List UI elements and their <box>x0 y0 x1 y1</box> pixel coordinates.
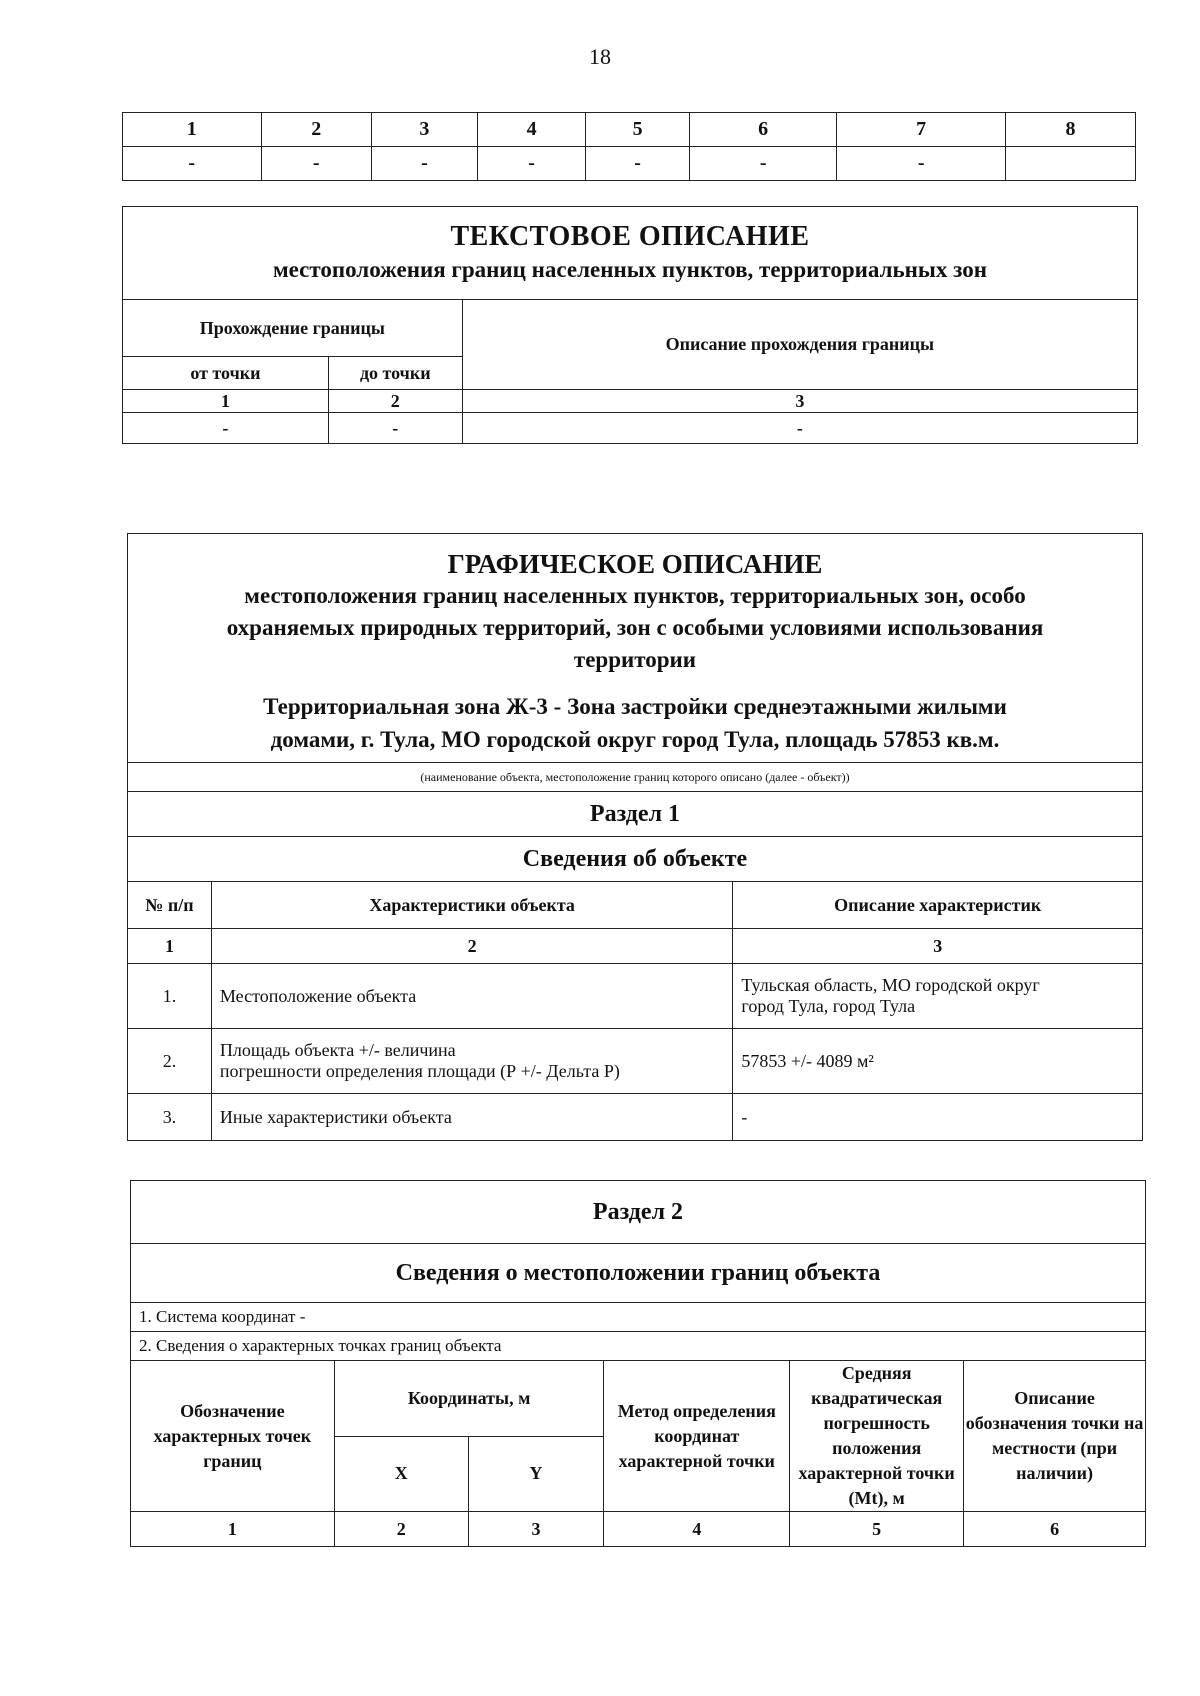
row-number: 3. <box>128 1094 212 1141</box>
subtitle-line: территории <box>573 647 697 672</box>
value-cell: - <box>261 147 371 181</box>
points-info: 2. Сведения о характерных точках границ объекта <box>131 1332 1146 1361</box>
num-cell: 4 <box>604 1512 790 1547</box>
value-cell: - <box>123 147 262 181</box>
table-row <box>123 147 1136 181</box>
section2-table <box>130 1180 1146 1547</box>
row-description-text: Тульская область, МО городской округ <box>741 975 1040 995</box>
row-description-text: 57853 +/- 4089 м² <box>741 1050 874 1071</box>
num-cell: 3 <box>468 1512 604 1547</box>
header-cell: 5 <box>586 113 690 147</box>
header-cell: 1 <box>123 113 262 147</box>
table-row <box>131 1512 1146 1547</box>
header-cell: 2 <box>261 113 371 147</box>
value-cell: - <box>462 413 1137 444</box>
graphic-description-title-cell <box>128 534 1143 763</box>
object-name-line: домами, г. Тула, МО городской округ город Тула, площадь 57853 кв.м. <box>270 727 1000 752</box>
row-description-text: город Тула, город Тула <box>741 996 916 1016</box>
col-description: Описание прохождения границы <box>462 300 1137 390</box>
row-characteristic <box>211 1029 732 1094</box>
value-cell <box>1006 147 1136 181</box>
value-cell: - <box>123 413 329 444</box>
value-cell: - <box>690 147 837 181</box>
value-cell: - <box>586 147 690 181</box>
col-point-designation: Обозначение характерных точек границ <box>131 1361 335 1512</box>
row-characteristic-text: погрешности определения площади (Р +/- Дельта Р) <box>219 1061 620 1081</box>
coordinate-system: 1. Система координат - <box>131 1303 1146 1332</box>
table-row <box>123 390 1138 413</box>
table-row <box>123 413 1138 444</box>
value-cell: - <box>477 147 585 181</box>
row-description-text: - <box>741 1106 748 1127</box>
col-to: до точки <box>328 357 462 390</box>
col-y: Y <box>468 1436 604 1512</box>
section1-subtitle: Сведения об объекте <box>128 837 1143 882</box>
header-cell: 6 <box>690 113 837 147</box>
num-cell: 1 <box>128 929 212 964</box>
header-cell: 4 <box>477 113 585 147</box>
object-note: (наименование объекта, местоположение границ которого описано (далее - объект)) <box>128 763 1143 792</box>
col-method: Метод определения координат характерной точки <box>604 1361 790 1512</box>
num-cell: 1 <box>131 1512 335 1547</box>
table-row <box>128 929 1143 964</box>
row-number: 2. <box>128 1029 212 1094</box>
value-cell: - <box>371 147 477 181</box>
row-description <box>733 964 1143 1029</box>
page-number: 18 <box>589 44 611 69</box>
num-cell: 5 <box>790 1512 964 1547</box>
col-characteristic-description: Описание характеристик <box>733 882 1143 929</box>
row-characteristic-text: Площадь объекта +/- величина <box>219 1040 456 1060</box>
num-cell: 2 <box>328 390 462 413</box>
col-error: Средняя квадратическая погрешность положения характерной точки (Mt), м <box>790 1361 964 1512</box>
section2-title: Раздел 2 <box>131 1181 1146 1244</box>
value-cell: - <box>837 147 1006 181</box>
continuation-table <box>122 112 1136 181</box>
col-number: № п/п <box>128 882 212 929</box>
row-description <box>733 1094 1143 1141</box>
row-characteristic-text: Местоположение объекта <box>219 985 417 1006</box>
col-coordinates: Координаты, м <box>334 1361 604 1437</box>
num-cell: 3 <box>733 929 1143 964</box>
num-cell: 1 <box>123 390 329 413</box>
header-cell: 7 <box>837 113 1006 147</box>
col-from: от точки <box>123 357 329 390</box>
text-description-title: ТЕКСТОВОЕ ОПИСАНИЕ <box>450 221 810 252</box>
table-row <box>128 1094 1143 1141</box>
text-description-title-cell <box>123 207 1138 300</box>
col-x: X <box>334 1436 468 1512</box>
header-cell: 3 <box>371 113 477 147</box>
row-description <box>733 1029 1143 1094</box>
subtitle-line: охраняемых природных территорий, зон с особыми условиями использования <box>226 615 1044 640</box>
value-cell: - <box>328 413 462 444</box>
header-cell: 8 <box>1006 113 1136 147</box>
table-row <box>123 113 1136 147</box>
row-characteristic <box>211 1094 732 1141</box>
row-number: 1. <box>128 964 212 1029</box>
subtitle-line: местоположения границ населенных пунктов, территориальных зон, особо <box>244 583 1026 608</box>
table-row <box>128 1029 1143 1094</box>
num-cell: 2 <box>211 929 732 964</box>
table-row <box>128 964 1143 1029</box>
text-description-subtitle: местоположения границ населенных пунктов, территориальных зон <box>273 257 987 282</box>
graphic-description-table <box>127 533 1143 1141</box>
row-characteristic <box>211 964 732 1029</box>
object-name-line: Территориальная зона Ж-3 - Зона застройки среднеэтажными жилыми <box>263 694 1007 719</box>
col-characteristic: Характеристики объекта <box>211 882 732 929</box>
section2-subtitle: Сведения о местоположении границ объекта <box>131 1244 1146 1303</box>
graphic-description-title: ГРАФИЧЕСКОЕ ОПИСАНИЕ <box>447 549 823 579</box>
num-cell: 6 <box>964 1512 1146 1547</box>
text-description-table <box>122 206 1138 444</box>
col-passage: Прохождение границы <box>123 300 463 357</box>
row-characteristic-text: Иные характеристики объекта <box>219 1106 452 1127</box>
num-cell: 3 <box>462 390 1137 413</box>
col-marking: Описание обозначения точки на местности (при наличии) <box>964 1361 1146 1512</box>
num-cell: 2 <box>334 1512 468 1547</box>
section1-title: Раздел 1 <box>128 792 1143 837</box>
